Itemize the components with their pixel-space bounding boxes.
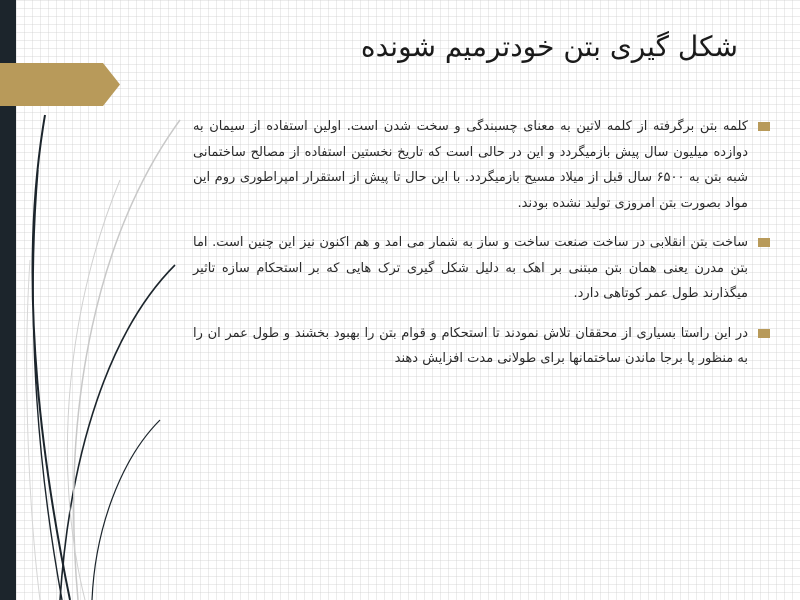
bullet-arrow-icon [758,122,770,131]
slide-title: شکل گیری بتن خودترمیم شونده [360,30,738,63]
bullet-paragraph-3 [193,321,748,372]
bullet-text: کلمه بتن برگرفته از کلمه لاتین به معنای چسبندگی و سخت شدن است. اولین استفاده از سیمان به دوازده میلیون سال پیش بازمیگردد و این در حالی است که تاریخ نخستین استفاده از مصالح ساختمانی شبه بتن به ۶۵۰۰ سال قبل از میلاد مسیح بازمیگردد. با این حال تا پیش از استقرار امپراطوری روم این مواد بصورت بتن امروزی تولید نشده بودند. [193,119,748,211]
accent-arrow-tab [0,63,120,106]
bullet-text: ساخت بتن انقلابی در ساخت صنعت ساخت و ساز به شمار می امد و هم اکنون نیز این چنین است. اما بتن مدرن یعنی همان بتن مبتنی بر اهک به دلیل شکل گیری ترک هایی که بر استحکام سازه تاثیر میگذارند طول عمر کوتاهی دارد. [193,235,748,301]
bullet-paragraph-1 [193,114,748,216]
bullet-paragraph-2 [193,230,748,307]
bullet-arrow-icon [758,238,770,247]
bullet-text: در این راستا بسیاری از محققان تلاش نمودند تا استحکام و قوام بتن را بهبود بخشند و طول عمر ان را به منظور پا برجا ماندن ساختمانها برای طولانی مدت افزایش دهند [193,325,748,366]
bullet-arrow-icon [758,329,770,338]
slide-content [193,114,748,386]
